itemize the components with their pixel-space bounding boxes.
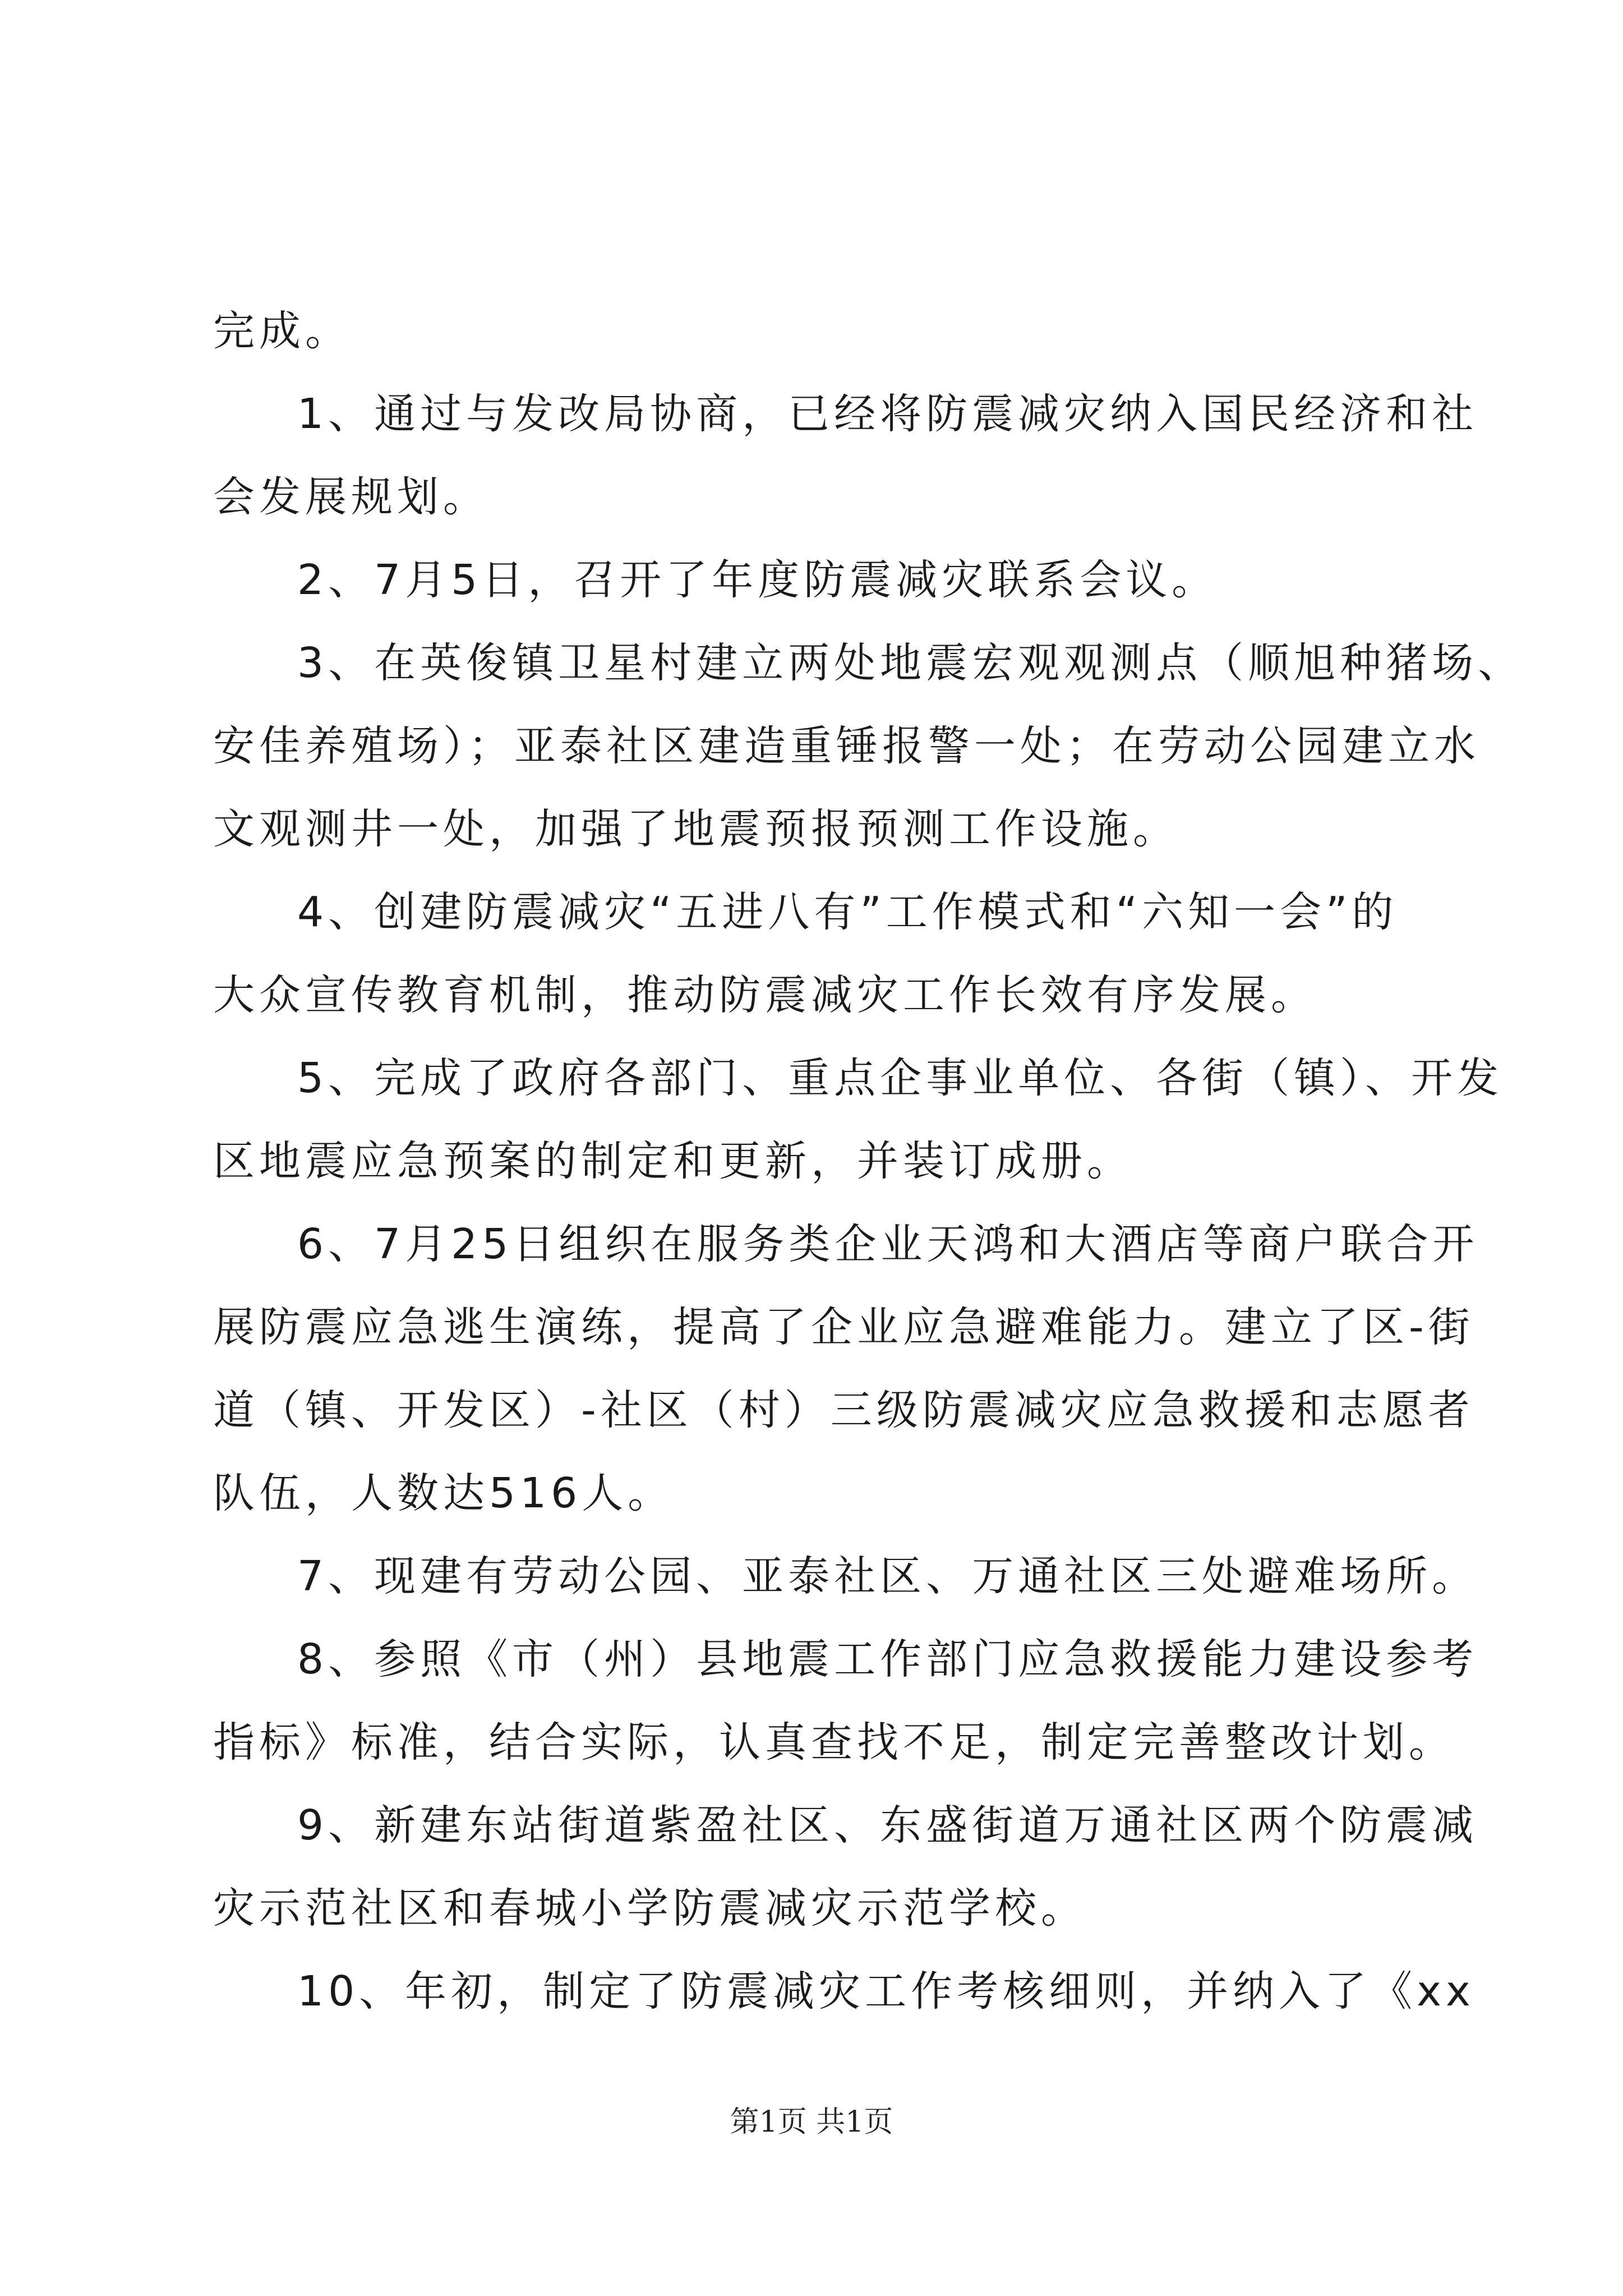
text-line: 完成。 (213, 307, 351, 355)
text-line: 10、年初，制定了防震减灾工作考核细则，并纳入了《xx (297, 1967, 1475, 2016)
text-line: 6、7月25日组织在服务类企业天鸿和大酒店等商户联合开 (297, 1220, 1479, 1268)
text-line: 区地震应急预案的制定和更新，并装订成册。 (213, 1137, 1133, 1185)
text-line: 1、通过与发改局协商，已经将防震减灾纳入国民经济和社 (297, 390, 1478, 438)
text-line: 展防震应急逃生演练，提高了企业应急避难能力。建立了区-街 (213, 1303, 1474, 1351)
text-line: 7、现建有劳动公园、亚泰社区、万通社区三处避难场所。 (297, 1552, 1478, 1600)
text-line: 文观测井一处，加强了地震预报预测工作设施。 (213, 805, 1179, 853)
text-line: 灾示范社区和春城小学防震减灾示范学校。 (213, 1884, 1087, 1932)
text-line: 9、新建东站街道紫盈社区、东盛街道万通社区两个防震减 (297, 1801, 1478, 1849)
page-number-footer: 第1页 共1页 (730, 2105, 893, 2139)
text-line: 指标》标准，结合实际，认真查找不足，制定完善整改计划。 (213, 1718, 1455, 1766)
text-line: 8、参照《市（州）县地震工作部门应急救援能力建设参考 (297, 1635, 1478, 1683)
text-line: 队伍，人数达516人。 (213, 1469, 674, 1517)
text-line: 道（镇、开发区）-社区（村）三级防震减灾应急救援和志愿者 (213, 1386, 1474, 1434)
text-line: 会发展规划。 (213, 473, 489, 521)
text-line: 5、完成了政府各部门、重点企事业单位、各街（镇）、开发 (297, 1054, 1504, 1102)
text-line: 安佳养殖场）；亚泰社区建造重锤报警一处；在劳动公园建立水 (213, 722, 1480, 770)
text-line: 2、7月5日，召开了年度防震减灾联系会议。 (297, 556, 1218, 604)
text-line: 大众宣传教育机制，推动防震减灾工作长效有序发展。 (213, 971, 1317, 1019)
text-line: 4、创建防震减灾“五进八有”工作模式和“六知一会”的 (297, 888, 1398, 936)
text-line: 3、在英俊镇卫星村建立两处地震宏观观测点（顺旭种猪场、 (297, 639, 1524, 687)
